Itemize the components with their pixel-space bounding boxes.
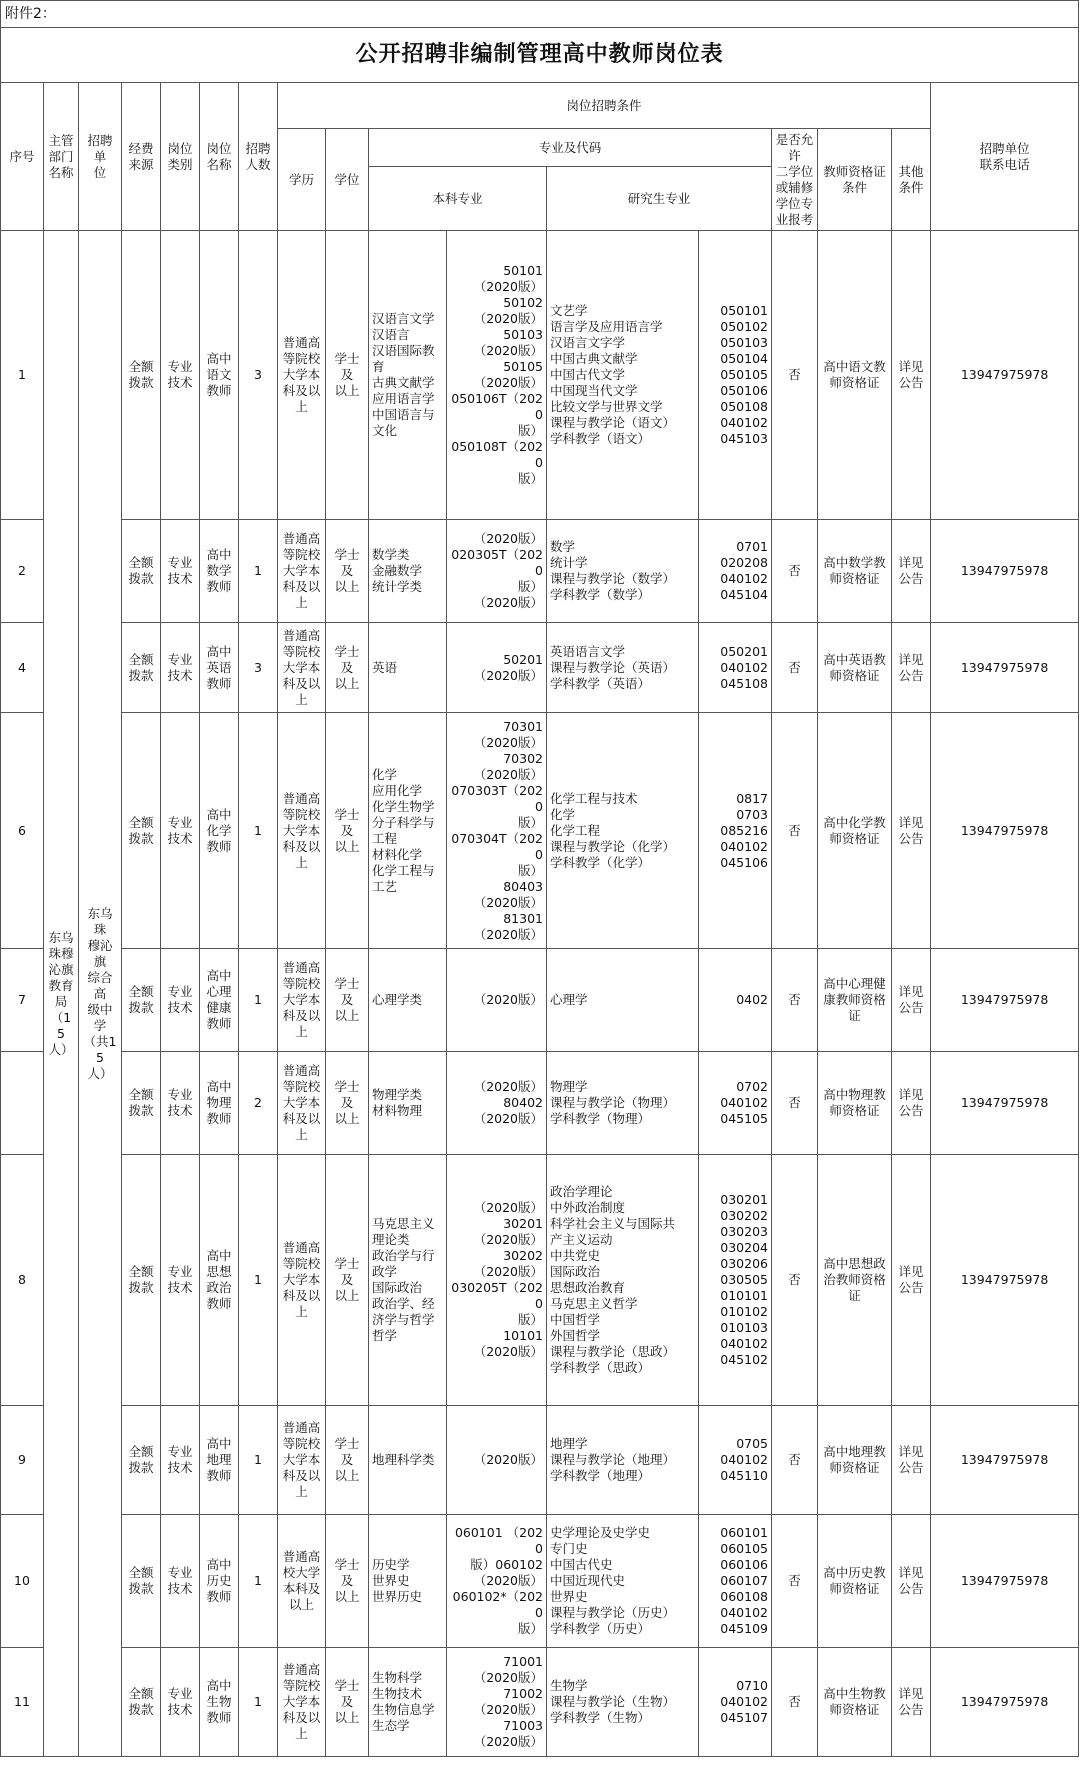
- row-category: 专业 技术: [161, 1052, 200, 1155]
- row-second-degree: 否: [772, 1155, 818, 1406]
- row-position: 高中 地理 教师: [200, 1406, 239, 1515]
- row-fund: 全额 拨款: [122, 1406, 161, 1515]
- row-fund: 全额 拨款: [122, 1648, 161, 1757]
- row-position: 高中 语文 教师: [200, 231, 239, 520]
- row-teacher-cert: 高中思想政 治教师资格 证: [818, 1155, 892, 1406]
- table-row: [1, 1406, 1079, 1515]
- row-second-degree: 否: [772, 1052, 818, 1155]
- table-row: [1, 713, 1079, 949]
- row-seq: 10: [1, 1515, 44, 1648]
- row-phone: 13947975978: [931, 1406, 1079, 1515]
- row-phone: 13947975978: [931, 713, 1079, 949]
- row-position: 高中 历史 教师: [200, 1515, 239, 1648]
- row-undergrad-codes: 50201 （2020版）: [447, 623, 547, 713]
- row-undergrad-majors: 历史学 世界史 世界历史: [369, 1515, 447, 1648]
- row-category: 专业 技术: [161, 1406, 200, 1515]
- row-fund: 全额 拨款: [122, 231, 161, 520]
- row-category: 专业 技术: [161, 1515, 200, 1648]
- row-undergrad-codes: （2020版） 020305T（2020 版） （2020版）: [447, 520, 547, 623]
- row-education: 普通高 校大学 本科及 以上: [278, 1515, 326, 1648]
- row-position: 高中 物理 教师: [200, 1052, 239, 1155]
- row-phone: 13947975978: [931, 949, 1079, 1052]
- row-teacher-cert: 高中历史教 师资格证: [818, 1515, 892, 1648]
- row-undergrad-majors: 汉语言文学 汉语言 汉语国际教 育 古典文献学 应用语言学 中国语言与 文化: [369, 231, 447, 520]
- row-other: 详见 公告: [892, 623, 931, 713]
- table-row: [1, 520, 1079, 623]
- row-other: 详见 公告: [892, 949, 931, 1052]
- row-grad-majors: 史学理论及史学史 专门史 中国古代史 中国近现代史 世界史 课程与教学论（历史） 学科教学（历史）: [547, 1515, 699, 1648]
- row-undergrad-majors: 生物科学 生物技术 生物信息学 生态学: [369, 1648, 447, 1757]
- header-undergrad: 本科专业: [369, 167, 547, 231]
- row-seq: [1, 1052, 44, 1155]
- row-count: 3: [239, 231, 278, 520]
- row-other: 详见 公告: [892, 1155, 931, 1406]
- row-position: 高中 思想 政治 教师: [200, 1155, 239, 1406]
- row-other: 详见 公告: [892, 231, 931, 520]
- row-undergrad-codes: （2020版）: [447, 1406, 547, 1515]
- row-undergrad-codes: （2020版） 80402 （2020版）: [447, 1052, 547, 1155]
- row-education: 普通高 等院校 大学本 科及以 上: [278, 623, 326, 713]
- table-row: [1, 1155, 1079, 1406]
- row-degree: 学士及 以上: [326, 1648, 369, 1757]
- header-degree: 学位: [326, 129, 369, 231]
- row-category: 专业 技术: [161, 713, 200, 949]
- row-phone: 13947975978: [931, 623, 1079, 713]
- row-phone: 13947975978: [931, 520, 1079, 623]
- row-seq: 1: [1, 231, 44, 520]
- row-grad-majors: 数学 统计学 课程与教学论（数学） 学科教学（数学）: [547, 520, 699, 623]
- header-category: 岗位 类别: [161, 83, 200, 231]
- row-count: 1: [239, 1648, 278, 1757]
- header-seq: 序号: [1, 83, 44, 231]
- row-fund: 全额 拨款: [122, 1515, 161, 1648]
- row-degree: 学士及 以上: [326, 949, 369, 1052]
- row-grad-majors: 物理学 课程与教学论（物理） 学科教学（物理）: [547, 1052, 699, 1155]
- row-degree: 学士及 以上: [326, 1515, 369, 1648]
- row-undergrad-codes: 70301 （2020版） 70302 （2020版） 070303T（2020 版） 070304T（2020 版） 80403 （2020版） 81301 （2020版）: [447, 713, 547, 949]
- row-count: 1: [239, 949, 278, 1052]
- table-row: [1, 1515, 1079, 1648]
- header-teacher-cert: 教师资格证 条件: [818, 129, 892, 231]
- header-dept: 主管 部门 名称: [44, 83, 79, 231]
- row-fund: 全额 拨款: [122, 623, 161, 713]
- row-undergrad-majors: 物理学类 材料物理: [369, 1052, 447, 1155]
- row-undergrad-codes: （2020版） 30201 （2020版） 30202 （2020版） 030205T（2020 版） 10101 （2020版）: [447, 1155, 547, 1406]
- row-phone: 13947975978: [931, 231, 1079, 520]
- row-teacher-cert: 高中数学教 师资格证: [818, 520, 892, 623]
- row-grad-majors: 政治学理论 中外政治制度 科学社会主义与国际共 产主义运动 中共党史 国际政治 思想政治教育 马克思主义哲学 中国哲学 外国哲学 课程与教学论（思政） 学科教学（思政）: [547, 1155, 699, 1406]
- row-count: 1: [239, 1155, 278, 1406]
- row-grad-majors: 地理学 课程与教学论（地理） 学科教学（地理）: [547, 1406, 699, 1515]
- row-second-degree: 否: [772, 949, 818, 1052]
- row-position: 高中 心理 健康 教师: [200, 949, 239, 1052]
- row-grad-majors: 生物学 课程与教学论（生物） 学科教学（生物）: [547, 1648, 699, 1757]
- row-count: 1: [239, 1515, 278, 1648]
- row-seq: 8: [1, 1155, 44, 1406]
- row-degree: 学士及 以上: [326, 231, 369, 520]
- row-seq: 11: [1, 1648, 44, 1757]
- row-grad-codes: 0710 040102 045107: [699, 1648, 772, 1757]
- row-category: 专业 技术: [161, 231, 200, 520]
- dept-cell: 东乌 珠穆 沁旗 教育 局 （15 人）: [44, 231, 79, 1757]
- row-undergrad-codes: 060101 （2020 版）060102 （2020版） 060102*（2020 版）: [447, 1515, 547, 1648]
- row-fund: 全额 拨款: [122, 1155, 161, 1406]
- row-seq: 7: [1, 949, 44, 1052]
- row-grad-codes: 050101 050102 050103 050104 050105 050106 050108 040102 045103: [699, 231, 772, 520]
- row-category: 专业 技术: [161, 623, 200, 713]
- header-conditions: 岗位招聘条件: [278, 83, 931, 129]
- row-second-degree: 否: [772, 713, 818, 949]
- row-degree: 学士及 以上: [326, 623, 369, 713]
- row-undergrad-majors: 地理科学类: [369, 1406, 447, 1515]
- row-phone: 13947975978: [931, 1648, 1079, 1757]
- row-count: 1: [239, 1406, 278, 1515]
- row-other: 详见 公告: [892, 1406, 931, 1515]
- header-unit: 招聘单 位: [79, 83, 122, 231]
- row-teacher-cert: 高中地理教 师资格证: [818, 1406, 892, 1515]
- row-undergrad-codes: 50101 （2020版） 50102 （2020版） 50103 （2020版） 50105 （2020版） 050106T（2020 版） 050108T（2020 版）: [447, 231, 547, 520]
- row-undergrad-majors: 心理学类: [369, 949, 447, 1052]
- row-second-degree: 否: [772, 231, 818, 520]
- row-fund: 全额 拨款: [122, 949, 161, 1052]
- header-education: 学历: [278, 129, 326, 231]
- header-other: 其他 条件: [892, 129, 931, 231]
- row-grad-codes: 050201 040102 045108: [699, 623, 772, 713]
- row-teacher-cert: 高中语文教 师资格证: [818, 231, 892, 520]
- row-teacher-cert: 高中化学教 师资格证: [818, 713, 892, 949]
- table-row: [1, 1052, 1079, 1155]
- row-grad-majors: 文艺学 语言学及应用语言学 汉语言文字学 中国古典文献学 中国古代文学 中国现当代文学 比较文学与世界文学 课程与教学论（语文） 学科教学（语文）: [547, 231, 699, 520]
- row-category: 专业 技术: [161, 520, 200, 623]
- row-fund: 全额 拨款: [122, 713, 161, 949]
- row-other: 详见 公告: [892, 1515, 931, 1648]
- row-grad-majors: 英语语言文学 课程与教学论（英语） 学科教学（英语）: [547, 623, 699, 713]
- row-seq: 9: [1, 1406, 44, 1515]
- row-grad-majors: 心理学: [547, 949, 699, 1052]
- row-degree: 学士及 以上: [326, 1155, 369, 1406]
- row-seq: 6: [1, 713, 44, 949]
- unit-cell: 东乌珠 穆沁旗 综合高 级中学 （共15 人）: [79, 231, 122, 1757]
- row-education: 普通高 等院校 大学本 科及以 上: [278, 520, 326, 623]
- row-position: 高中 化学 教师: [200, 713, 239, 949]
- row-position: 高中 数学 教师: [200, 520, 239, 623]
- row-count: 3: [239, 623, 278, 713]
- row-education: 普通高 等院校 大学本 科及以 上: [278, 949, 326, 1052]
- row-count: 1: [239, 713, 278, 949]
- row-grad-codes: 060101 060105 060106 060107 060108 040102 045109: [699, 1515, 772, 1648]
- header-fund: 经费 来源: [122, 83, 161, 231]
- row-grad-codes: 0702 040102 045105: [699, 1052, 772, 1155]
- header-count: 招聘 人数: [239, 83, 278, 231]
- row-grad-majors: 化学工程与技术 化学 化学工程 课程与教学论（化学） 学科教学（化学）: [547, 713, 699, 949]
- row-education: 普通高 等院校 大学本 科及以 上: [278, 713, 326, 949]
- table-row: [1, 1648, 1079, 1757]
- row-category: 专业 技术: [161, 1648, 200, 1757]
- row-count: 2: [239, 1052, 278, 1155]
- row-fund: 全额 拨款: [122, 520, 161, 623]
- header-phone: 招聘单位 联系电话: [931, 83, 1079, 231]
- row-phone: 13947975978: [931, 1052, 1079, 1155]
- row-degree: 学士及 以上: [326, 1052, 369, 1155]
- table-row: [1, 623, 1079, 713]
- row-grad-codes: 0701 020208 040102 045104: [699, 520, 772, 623]
- row-second-degree: 否: [772, 520, 818, 623]
- row-degree: 学士及 以上: [326, 1406, 369, 1515]
- row-teacher-cert: 高中心理健 康教师资格 证: [818, 949, 892, 1052]
- row-grad-codes: 0817 0703 085216 040102 045106: [699, 713, 772, 949]
- row-count: 1: [239, 520, 278, 623]
- row-category: 专业 技术: [161, 1155, 200, 1406]
- row-second-degree: 否: [772, 1515, 818, 1648]
- row-education: 普通高 等院校 大学本 科及以 上: [278, 1052, 326, 1155]
- row-undergrad-majors: 数学类 金融数学 统计学类: [369, 520, 447, 623]
- row-teacher-cert: 高中英语教 师资格证: [818, 623, 892, 713]
- row-seq: 2: [1, 520, 44, 623]
- header-second-degree: 是否允 许 二学位 或辅修 学位专 业报考: [772, 129, 818, 231]
- row-other: 详见 公告: [892, 1648, 931, 1757]
- row-degree: 学士及 以上: [326, 713, 369, 949]
- row-phone: 13947975978: [931, 1515, 1079, 1648]
- row-teacher-cert: 高中物理教 师资格证: [818, 1052, 892, 1155]
- row-second-degree: 否: [772, 1648, 818, 1757]
- row-undergrad-codes: 71001 （2020版） 71002 （2020版） 71003 （2020版）: [447, 1648, 547, 1757]
- row-position: 高中 英语 教师: [200, 623, 239, 713]
- header-grad: 研究生专业: [547, 167, 772, 231]
- row-other: 详见 公告: [892, 520, 931, 623]
- row-grad-codes: 0705 040102 045110: [699, 1406, 772, 1515]
- row-degree: 学士及 以上: [326, 520, 369, 623]
- header-major-code: 专业及代码: [369, 129, 772, 167]
- row-phone: 13947975978: [931, 1155, 1079, 1406]
- row-second-degree: 否: [772, 623, 818, 713]
- row-other: 详见 公告: [892, 713, 931, 949]
- row-second-degree: 否: [772, 1406, 818, 1515]
- row-education: 普通高 等院校 大学本 科及以 上: [278, 1648, 326, 1757]
- row-undergrad-codes: （2020版）: [447, 949, 547, 1052]
- row-undergrad-majors: 马克思主义 理论类 政治学与行 政学 国际政治 政治学、经 济学与哲学 哲学: [369, 1155, 447, 1406]
- row-fund: 全额 拨款: [122, 1052, 161, 1155]
- row-undergrad-majors: 化学 应用化学 化学生物学 分子科学与 工程 材料化学 化学工程与 工艺: [369, 713, 447, 949]
- row-teacher-cert: 高中生物教 师资格证: [818, 1648, 892, 1757]
- row-position: 高中 生物 教师: [200, 1648, 239, 1757]
- table-row: [1, 949, 1079, 1052]
- row-other: 详见 公告: [892, 1052, 931, 1155]
- row-education: 普通高 等院校 大学本 科及以 上: [278, 1155, 326, 1406]
- header-position: 岗位 名称: [200, 83, 239, 231]
- row-category: 专业 技术: [161, 949, 200, 1052]
- row-undergrad-majors: 英语: [369, 623, 447, 713]
- table-row: [1, 231, 1079, 520]
- row-education: 普通高 等院校 大学本 科及以 上: [278, 231, 326, 520]
- page-title: 公开招聘非编制管理高中教师岗位表: [1, 28, 1079, 83]
- row-grad-codes: 030201 030202 030203 030204 030206 030505 010101 010102 010103 040102 045102: [699, 1155, 772, 1406]
- row-grad-codes: 0402: [699, 949, 772, 1052]
- row-education: 普通高 等院校 大学本 科及以 上: [278, 1406, 326, 1515]
- attachment-label: 附件2：: [1, 1, 1079, 28]
- row-seq: 4: [1, 623, 44, 713]
